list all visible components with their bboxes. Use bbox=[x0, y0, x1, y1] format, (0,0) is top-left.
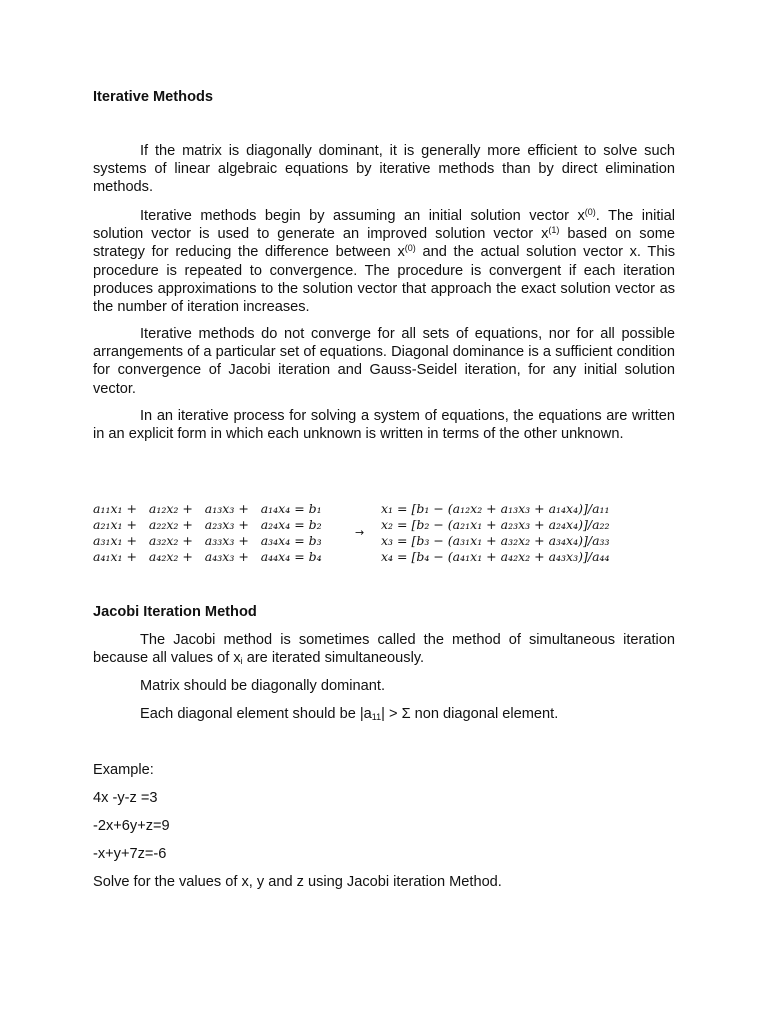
example-equation-1 bbox=[93, 789, 675, 807]
jacobi-heading-text: Jacobi Iteration Method bbox=[93, 604, 257, 620]
example-task-text: Solve for the values of x, y and z using Jacobi iteration Method. bbox=[93, 874, 502, 890]
section-title bbox=[93, 88, 675, 106]
jacobi-paragraph-1 bbox=[93, 631, 675, 667]
example-equation-3 bbox=[93, 845, 675, 863]
example-equation-2-text: -2x+6y+z=9 bbox=[93, 818, 170, 834]
title-text: Iterative Methods bbox=[93, 89, 214, 105]
example-task bbox=[93, 873, 675, 891]
example-equation-1-text: 4x -y-z =3 bbox=[93, 790, 158, 806]
jacobi-paragraph-3-text bbox=[93, 705, 675, 723]
jacobi-paragraph-3 bbox=[93, 705, 675, 723]
equation-left-2: a₂₁x₁ + a₂₂x₂ + a₂₃x₃ + a₂₄x₄ = b₂ bbox=[93, 517, 322, 532]
equation-left-1: a₁₁x₁ + a₁₂x₂ + a₁₃x₃ + a₁₄x₄ = b₁ bbox=[93, 501, 322, 516]
equation-left-3: a₃₁x₁ + a₃₂x₂ + a₃₃x₃ + a₃₄x₄ = b₃ bbox=[93, 533, 322, 548]
example-label bbox=[93, 761, 675, 779]
paragraph-1-text: If the matrix is diagonally dominant, it is generally more efficient to solve such systems of linear algebraic equations by iterative methods than by direct elimination methods. bbox=[93, 143, 675, 196]
equation-right-1: x₁ = [b₁ − (a₁₂x₂ + a₁₃x₃ + a₁₄x₄)]/a₁₁ bbox=[381, 501, 610, 516]
p2-sup-0: (0) bbox=[584, 207, 596, 217]
equation-left-4: a₄₁x₁ + a₄₂x₂ + a₄₃x₃ + a₄₄x₄ = b₄ bbox=[93, 549, 322, 564]
jacobi-heading bbox=[93, 603, 675, 621]
equation-right-4: x₄ = [b₄ − (a₄₁x₁ + a₄₂x₂ + a₄₃x₃)]/a₄₄ bbox=[381, 549, 610, 564]
p2-part-b: . The initial solution vector is used to generate an improved solution vector x bbox=[93, 208, 675, 243]
example-equation-3-text: -x+y+7z=-6 bbox=[93, 846, 167, 862]
jacobi-p3-part-a: Each diagonal element should be |a bbox=[140, 706, 372, 722]
jacobi-p1-sub: i bbox=[240, 656, 243, 667]
jacobi-p1-part-b: are iterated simultaneously. bbox=[242, 650, 425, 667]
paragraph-3 bbox=[93, 325, 675, 398]
jacobi-paragraph-1-text bbox=[93, 631, 675, 667]
arrow-icon: → bbox=[355, 526, 365, 539]
p2-part-c: based on some strategy for reducing the difference between x bbox=[93, 226, 675, 261]
jacobi-paragraph-2 bbox=[93, 677, 675, 695]
example-equation-2 bbox=[93, 817, 675, 835]
jacobi-p3-part-b: | > Σ non diagonal element. bbox=[381, 706, 559, 722]
example-label-text: Example: bbox=[93, 762, 154, 778]
paragraph-3-text: Iterative methods do not converge for all sets of equations, nor for all possible arrangements of a particular set of equations. Diagonal dominance is a sufficient condition for convergence of Jacobi iteration and Gauss-Seidel iteration, for any initial solution vector. bbox=[93, 326, 675, 397]
p2-sup-1: (1) bbox=[548, 225, 560, 236]
equation-right-3: x₃ = [b₃ − (a₃₁x₁ + a₃₂x₂ + a₃₄x₄)]/a₃₃ bbox=[381, 533, 610, 548]
paragraph-4 bbox=[93, 407, 675, 443]
p2-part-d: and the actual solution vector x. This procedure is repeated to convergence. The procedure is convergent if each iteration produces approximations to the solution vector that approach the exact solution vector as the number of iteration increases. bbox=[93, 244, 675, 316]
paragraph-2-text bbox=[93, 207, 675, 316]
jacobi-p3-sub: 11 bbox=[371, 712, 382, 722]
p2-sup-2: (0) bbox=[404, 243, 416, 254]
paragraph-2 bbox=[93, 207, 675, 316]
paragraph-4-text: In an iterative process for solving a system of equations, the equations are written in an explicit form in which each unknown is written in terms of the other unknown. bbox=[93, 408, 675, 443]
equation-right-2: x₂ = [b₂ − (a₂₁x₁ + a₂₃x₃ + a₂₄x₄)]/a₂₂ bbox=[381, 517, 610, 532]
jacobi-p1-part-a: The Jacobi method is sometimes called the method of simultaneous iteration because all values of x bbox=[93, 632, 675, 667]
p2-part-a: Iterative methods begin by assuming an initial solution vector x bbox=[140, 208, 585, 224]
paragraph-1 bbox=[93, 142, 675, 197]
jacobi-paragraph-2-text: Matrix should be diagonally dominant. bbox=[140, 678, 385, 694]
